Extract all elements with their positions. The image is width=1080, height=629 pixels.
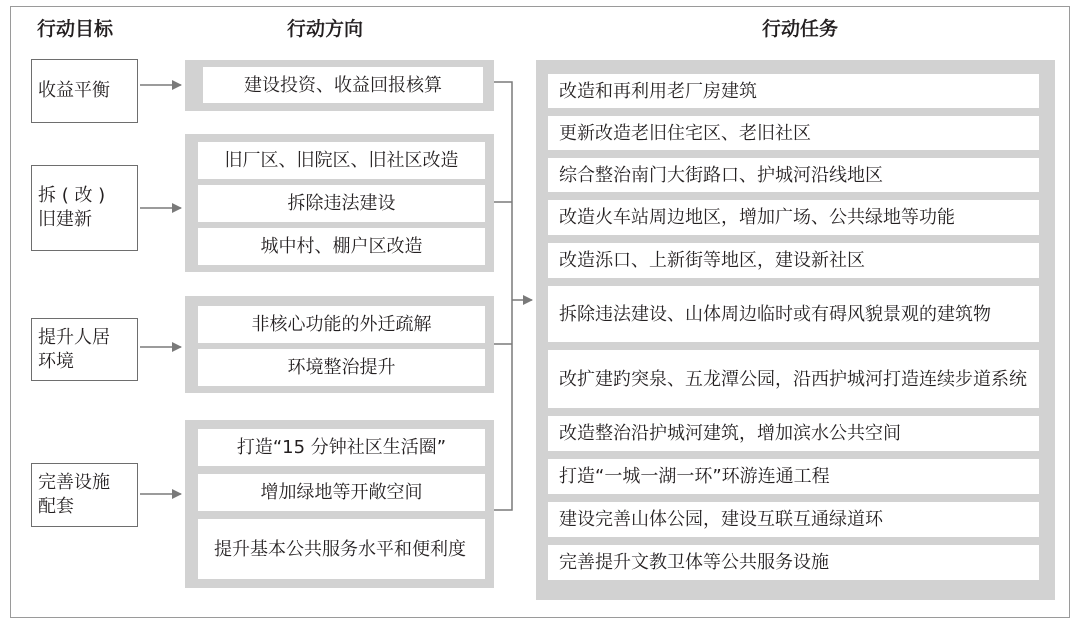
direction-item: 城中村、棚户区改造: [198, 228, 485, 265]
task-item: 改造和再利用老厂房建筑: [548, 74, 1039, 108]
header-goals: 行动目标: [37, 18, 114, 40]
task-item: 综合整治南门大街路口、护城河沿线地区: [548, 158, 1039, 192]
header-directions: 行动方向: [287, 18, 364, 40]
merge-bracket: [494, 82, 512, 510]
direction-item: 建设投资、收益回报核算: [203, 67, 483, 103]
goal-label: 拆 ( 改 ) 旧建新: [38, 185, 106, 230]
goal-label: 收益平衡: [38, 80, 110, 101]
direction-item: 环境整治提升: [198, 349, 485, 386]
task-item: 改造泺口、上新街等地区，建设新社区: [548, 243, 1039, 278]
direction-item: 旧厂区、旧院区、旧社区改造: [198, 142, 485, 179]
task-item: 更新改造老旧住宅区、老旧社区: [548, 116, 1039, 150]
goal-label: 完善设施 配套: [38, 472, 110, 517]
direction-item: 非核心功能的外迁疏解: [198, 306, 485, 343]
task-item: 改扩建趵突泉、五龙潭公园，沿西护城河打造连续步道系统: [548, 350, 1039, 408]
task-item: 打造“一城一湖一环”环游连通工程: [548, 459, 1039, 494]
header-tasks: 行动任务: [762, 18, 839, 40]
task-item: 建设完善山体公园，建设互联互通绿道环: [548, 502, 1039, 537]
direction-item: 拆除违法建设: [198, 185, 485, 222]
task-item: 改造整治沿护城河建筑，增加滨水公共空间: [548, 416, 1039, 451]
task-item: 拆除违法建设、山体周边临时或有碍风貌景观的建筑物: [548, 286, 1039, 342]
task-item: 完善提升文教卫体等公共服务设施: [548, 545, 1039, 580]
direction-item: 打造“15 分钟社区生活圈”: [198, 429, 485, 466]
goal-label: 提升人居 环境: [38, 326, 110, 372]
direction-item: 增加绿地等开敞空间: [198, 474, 485, 511]
direction-item: 提升基本公共服务水平和便利度: [198, 519, 485, 579]
task-item: 改造火车站周边地区，增加广场、公共绿地等功能: [548, 200, 1039, 235]
